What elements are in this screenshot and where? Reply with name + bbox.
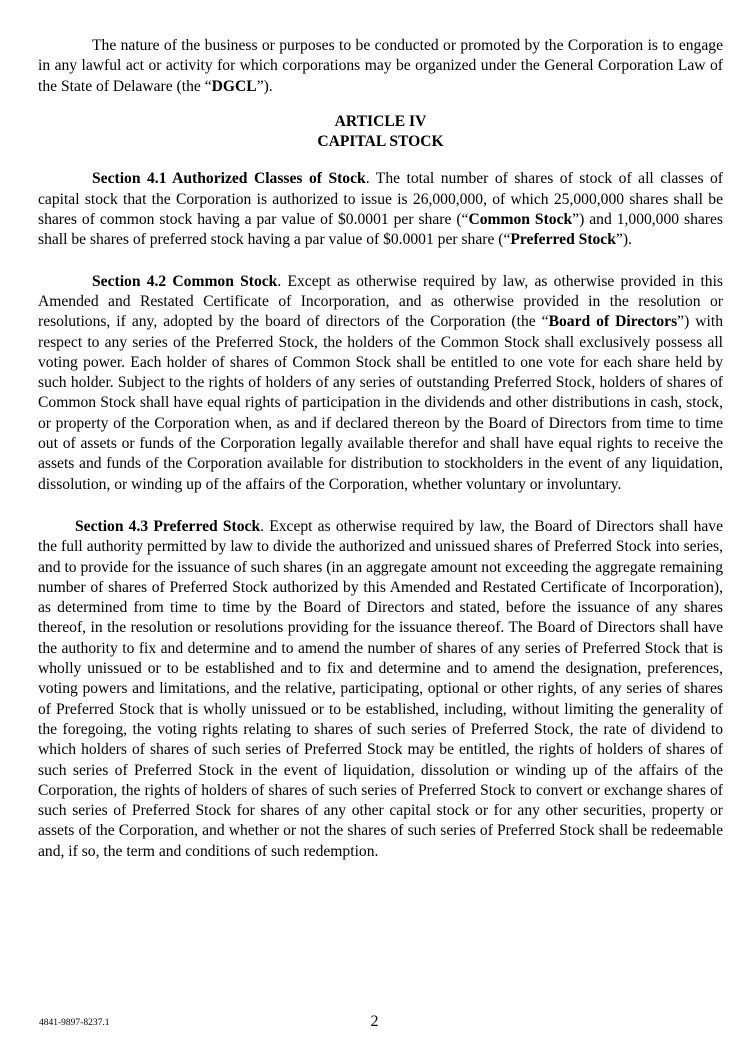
section-4-2-text-2: ”) with respect to any series of the Preferred Stock, the holders of the Common Stock shall exclusively possess all voting power. Each holder of shares of Common Stock shall be entitled to one vote for each share held by such holder. Subject to the rights of holders of any series of outstanding Preferred Stock, holders of shares of Common Stock shall have equal rights of participation in the dividends and other distributions in cash, stock, or property of the Corporation when, as and if declared thereon by the Board of Directors from time to time out of assets or funds of the Corporation legally available therefor and shall have equal rights to receive the assets and funds of the Corporation available for distribution to stockholders in the event of any liquidation, dissolution, or winding up of the affairs of the Corporation, whether voluntary or involuntary. xyxy=(38,313,723,493)
section-4-1-text-3: ”). xyxy=(615,231,632,249)
section-4-2-heading: Section 4.2 Common Stock xyxy=(92,272,278,290)
section-4-2-paragraph xyxy=(38,272,723,495)
section-4-1-heading: Section 4.1 Authorized Classes of Stock xyxy=(92,170,366,188)
common-stock-defined-term: Common Stock xyxy=(468,211,573,229)
article-title: CAPITAL STOCK xyxy=(317,133,444,151)
section-4-3-heading: Section 4.3 Preferred Stock xyxy=(75,517,261,535)
section-4-1-text-1: . The total number of shares of stock of all classes of capital stock that the Corporation is authorized to issue is 26,000,000, of which 25,000,000 shares shall be shares of common stock having a par value of $0.0001 per share (“ xyxy=(38,170,723,229)
document-id: 4841-9897-8237.1 xyxy=(39,1018,110,1028)
purpose-paragraph xyxy=(38,36,723,97)
page-number: 2 xyxy=(370,1013,379,1030)
article-number: ARTICLE IV xyxy=(334,112,427,130)
section-4-2-text-1: . Except as otherwise required by law, as otherwise provided in this Amended and Restated Certificate of Incorporation, and as otherwise provided in the resolution or resolutions, if any, adopted by the board of directors of the Corporation (the “ xyxy=(38,272,723,331)
purpose-text-1: The nature of the business or purposes to be conducted or promoted by the Corporation is to engage in any lawful act or activity for which corporations may be organized under the General Corporation Law of the State of Delaware (the “ xyxy=(38,37,723,95)
document-page xyxy=(38,36,723,862)
section-4-3-paragraph xyxy=(38,517,723,862)
preferred-stock-defined-term: Preferred Stock xyxy=(510,231,616,249)
section-4-1-text-2: ”) and 1,000,000 shares shall be shares of preferred stock having a par value of $0.0001 per share (“ xyxy=(38,211,723,249)
purpose-text-2: ”). xyxy=(256,77,273,95)
dgcl-defined-term: DGCL xyxy=(211,77,257,95)
board-of-directors-defined-term: Board of Directors xyxy=(548,313,678,331)
section-4-3-text-1: . Except as otherwise required by law, the Board of Directors shall have the full authority permitted by law to divide the authorized and unissued shares of Preferred Stock into series, and to provide for the issuance of such shares (in an aggregate amount not exceeding the aggregate remaining number of shares of Preferred Stock authorized by this Amended and Restated Certificate of Incorporation), as determined from time to time by the Board of Directors and stated, before the issuance of any shares thereof, in the resolution or resolutions providing for the issuance thereof. The Board of Directors shall have the authority to fix and determine and to amend the number of shares of any series of Preferred Stock that is wholly unissued or to be established and to fix and determine and to amend the designation, preferences, voting powers and limitations, and the relative, participating, optional or other rights, of any series of shares of Preferred Stock that is wholly unissued or to be established, including, without limiting the generality of the foregoing, the voting rights relating to shares of such series of Preferred Stock, the rate of dividend to which holders of shares of such series of Preferred Stock may be entitled, the rights of holders of shares of such series of Preferred Stock in the event of liquidation, dissolution or winding up of the affairs of the Corporation, the rights of holders of shares of such series of Preferred Stock to convert or exchange shares of such series of Preferred Stock for shares of any other capital stock or for any other securities, property or assets of the Corporation, and whether or not the shares of such series of Preferred Stock shall be redeemable and, if so, the term and conditions of such redemption. xyxy=(38,517,724,860)
section-4-1-paragraph xyxy=(38,169,723,250)
